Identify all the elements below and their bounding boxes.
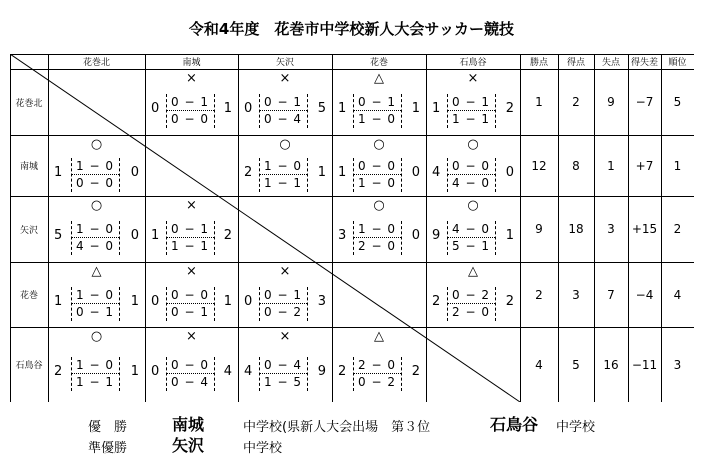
column-header-team: 南城 [182,58,201,68]
score-bracket [353,94,354,128]
match-cell [48,196,145,262]
stat-value: 9 [607,95,615,109]
column-header-stat: 得点 [566,58,585,68]
score-separator [166,373,214,374]
score-separator [447,174,495,175]
match-cell [238,135,332,196]
goals-for: 4 [244,363,253,379]
score-bracket [307,287,308,321]
half-score-1: 0 − 2 [452,287,490,302]
score-bracket [495,287,496,321]
half-score-1: 2 − 0 [358,357,396,372]
result-mark: × [467,71,479,86]
result-mark: × [186,264,197,279]
score-bracket [401,94,402,128]
score-bracket [166,357,167,391]
score-bracket [214,357,215,391]
half-score-1: 0 − 0 [358,158,396,173]
stat-value: 2 [673,222,682,236]
score-bracket [119,158,120,192]
stat-value: 4 [673,287,682,302]
goals-for: 1 [54,164,63,180]
score-bracket [166,221,167,255]
stat-value: 1 [607,158,615,173]
league-table [10,54,694,402]
match-cell [145,196,238,262]
goals-for: 1 [432,101,441,116]
goals-for: 1 [151,228,160,243]
half-score-2: 0 − 4 [264,112,302,126]
half-score-1: 0 − 0 [171,287,209,302]
goals-for: 0 [151,293,160,309]
goals-against: 1 [223,293,232,309]
score-bracket [71,287,72,321]
goals-against: 2 [505,293,514,309]
goals-against: 3 [317,293,326,309]
goals-for: 1 [54,293,63,309]
stat-value: 18 [568,222,584,236]
winner-label: 優 勝 [88,420,128,435]
score-bracket [166,94,167,128]
score-separator [71,237,119,238]
half-score-2: 1 − 0 [358,175,396,190]
stat-value: 9 [535,222,543,236]
goals-against: 9 [317,363,326,379]
half-score-2: 4 − 0 [452,175,490,190]
score-bracket [307,357,308,391]
score-separator [447,303,495,304]
stat-value: 16 [603,357,619,372]
score-bracket [307,94,308,128]
stat-value: 5 [673,95,682,109]
score-separator [259,303,307,304]
goals-against: 2 [411,363,420,379]
score-bracket [71,357,72,391]
score-bracket [166,287,167,321]
score-bracket [401,221,402,255]
score-separator [166,237,214,238]
goals-against: 1 [223,101,232,116]
score-bracket [495,221,496,255]
score-bracket [495,158,496,192]
score-separator [353,373,401,374]
half-score-2: 1 − 1 [452,112,490,126]
score-separator [259,373,307,374]
match-cell [48,135,145,196]
half-score-2: 1 − 1 [264,175,302,190]
half-score-1: 0 − 1 [452,95,490,109]
score-bracket [353,357,354,391]
half-score-2: 1 − 5 [264,374,302,389]
goals-for: 3 [338,228,347,243]
score-bracket [71,158,72,192]
half-score-1: 0 − 4 [264,357,302,372]
stat-value: 12 [531,158,547,173]
half-score-2: 0 − 1 [171,304,209,319]
result-mark: △ [374,329,384,344]
result-mark: ○ [467,137,479,152]
goals-for: 1 [338,101,347,116]
goals-for: 1 [338,164,347,180]
score-bracket [119,357,120,391]
goals-against: 0 [130,164,139,180]
goals-for: 0 [151,363,160,379]
match-cell [48,262,145,327]
third-place-team: 石鳥谷 [490,415,539,434]
third-place-suffix: 中学校 [556,420,596,435]
stat-value: 1 [673,158,682,173]
score-separator [71,303,119,304]
score-bracket [214,221,215,255]
goals-against: 1 [130,293,139,309]
match-cell [238,327,332,402]
match-cell [332,327,426,402]
score-separator [166,110,214,111]
half-score-1: 0 − 0 [452,158,490,173]
match-cell [238,262,332,327]
half-score-1: 0 − 1 [358,95,396,109]
half-score-1: 0 − 1 [171,222,209,236]
stat-value: 8 [572,158,580,173]
goals-for: 0 [244,293,253,309]
score-bracket [447,287,448,321]
goals-for: 2 [244,164,253,180]
match-cell [145,327,238,402]
score-bracket [447,221,448,255]
score-bracket [401,158,402,192]
stat-value: +7 [635,158,654,173]
score-bracket [259,357,260,391]
score-bracket [353,221,354,255]
row-header-team: 南城 [19,162,38,172]
half-score-1: 1 − 0 [76,222,114,236]
column-header-team: 花巻北 [82,58,110,68]
goals-for: 2 [54,363,63,379]
result-mark: ○ [279,137,291,152]
match-cell [426,262,520,327]
score-bracket [307,158,308,192]
half-score-1: 1 − 0 [358,222,396,236]
score-bracket [447,158,448,192]
column-header-team: 矢沢 [275,58,294,68]
goals-against: 0 [411,164,420,180]
score-bracket [119,221,120,255]
goals-against: 2 [223,228,232,243]
score-bracket [71,221,72,255]
half-score-2: 0 − 0 [76,175,114,190]
goals-against: 0 [411,228,420,243]
score-bracket [259,287,260,321]
stat-value: 5 [572,357,580,372]
result-mark: × [279,329,291,344]
column-header-stat: 勝点 [529,58,548,68]
stat-value: −7 [635,95,654,109]
score-separator [353,110,401,111]
match-cell [426,196,520,262]
score-separator [353,237,401,238]
goals-for: 2 [432,293,441,309]
goals-against: 1 [411,101,420,116]
goals-against: 1 [505,228,514,243]
result-mark: × [279,71,291,86]
row-header-team: 矢沢 [19,225,38,236]
half-score-2: 0 − 4 [171,374,209,389]
match-cell [145,69,238,135]
goals-for: 0 [244,101,253,116]
half-score-1: 4 − 0 [452,222,490,236]
stat-value: −11 [631,357,658,372]
stat-value: 4 [535,357,543,372]
goals-for: 9 [432,228,441,243]
goals-against: 4 [223,363,232,379]
score-bracket [259,158,260,192]
result-mark: × [186,71,197,86]
column-header-stat: 順位 [668,58,687,68]
stat-value: −4 [635,287,654,302]
column-header-stat: 失点 [601,58,620,68]
score-bracket [495,94,496,128]
half-score-1: 1 − 0 [76,158,114,173]
stat-value: 7 [607,287,615,302]
half-score-2: 0 − 0 [171,112,209,126]
score-bracket [214,94,215,128]
half-score-2: 2 − 0 [452,304,490,319]
score-bracket [401,357,402,391]
goals-for: 0 [151,101,160,116]
goals-against: 0 [505,164,514,180]
result-mark: ○ [373,198,385,213]
goals-for: 2 [338,363,347,379]
result-mark: × [186,329,197,344]
match-cell [332,69,426,135]
result-mark: ○ [90,329,103,344]
score-separator [71,174,119,175]
half-score-1: 0 − 1 [264,287,302,302]
result-mark: △ [468,264,478,279]
column-header-stat: 得失差 [630,58,658,68]
match-cell [426,135,520,196]
column-header-team: 花巻 [369,58,388,68]
half-score-2: 1 − 1 [76,374,114,389]
winner-team: 南城 [172,415,205,434]
score-separator [259,174,307,175]
goals-for: 4 [432,164,441,180]
score-separator [447,110,495,111]
stat-value: 3 [572,287,580,302]
score-bracket [214,287,215,321]
result-mark: ○ [373,137,385,152]
page-title: 令和4年度 花巻市中学校新人大会サッカー競技 [188,20,515,38]
half-score-1: 0 − 1 [264,95,302,109]
score-separator [166,303,214,304]
half-score-1: 1 − 0 [76,357,114,372]
runner-up-label: 準優勝 [88,441,128,456]
goals-against: 1 [317,164,326,180]
score-bracket [447,94,448,128]
result-mark: ○ [467,198,479,213]
goals-against: 1 [130,363,139,379]
score-bracket [119,287,120,321]
half-score-2: 0 − 2 [264,304,302,319]
match-cell [145,262,238,327]
result-mark: △ [91,264,102,279]
half-score-2: 2 − 0 [358,239,396,253]
result-mark: × [186,198,197,213]
match-cell [238,69,332,135]
half-score-1: 1 − 0 [264,158,302,173]
match-cell [332,135,426,196]
stat-value: 2 [572,95,580,109]
result-mark: △ [374,71,384,86]
row-header-team: 花巻北 [15,98,43,109]
score-bracket [353,158,354,192]
stat-value: 2 [535,287,543,302]
match-cell [48,327,145,402]
score-separator [71,373,119,374]
half-score-1: 1 − 0 [76,287,114,302]
runner-up-team: 矢沢 [172,436,205,455]
row-header-team: 石鳥谷 [15,361,43,371]
half-score-2: 0 − 1 [76,304,114,319]
goals-against: 2 [505,101,514,116]
stat-value: 3 [607,222,615,236]
result-mark: × [279,264,291,279]
half-score-2: 5 − 1 [452,239,490,253]
score-separator [353,174,401,175]
half-score-2: 4 − 0 [76,239,114,253]
half-score-2: 0 − 2 [358,374,396,389]
goals-against: 0 [130,228,139,243]
score-separator [259,110,307,111]
half-score-2: 1 − 1 [171,239,209,253]
goals-against: 5 [317,101,326,116]
stat-value: +15 [631,222,658,236]
half-score-2: 1 − 0 [358,112,396,126]
match-cell [332,196,426,262]
result-mark: ○ [90,137,103,152]
result-mark: ○ [90,198,103,213]
winner-note: 中学校(県新人大会出場 第３位 [243,420,431,435]
column-header-team: 石鳥谷 [459,58,487,68]
runner-up-suffix: 中学校 [243,441,283,456]
score-bracket [259,94,260,128]
row-header-team: 花巻 [19,291,38,301]
half-score-1: 0 − 0 [171,357,209,372]
goals-for: 5 [54,228,63,243]
stat-value: 1 [535,95,543,109]
score-separator [447,237,495,238]
half-score-1: 0 − 1 [171,95,209,109]
stat-value: 3 [673,357,682,372]
match-cell [426,69,520,135]
